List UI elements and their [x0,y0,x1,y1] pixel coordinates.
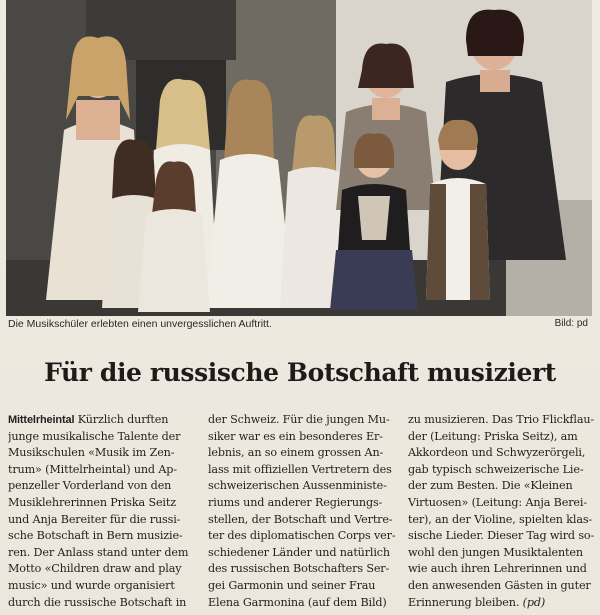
article-line: ter), an der Violine, spielten klas- [408,512,593,526]
article-line: sische Lieder. Dieser Tag wird so- [408,529,595,543]
article-line: Musiklehrerinnen Priska Seitz [8,495,176,509]
article-signature: (pd) [522,595,546,609]
article-line: penzeller Vorderland von den [8,479,172,493]
article-line: Musikschulen «Musik im Zen- [8,446,175,460]
article-line: und Anja Bereiter für die russi- [8,512,181,526]
article-column-3 [408,412,598,615]
article-line: zu musizieren. Das Trio Flickflau- [408,413,595,426]
article-line: Motto «Children draw and play [8,562,182,576]
article-line: ter des diplomatischen Corps ver- [208,529,396,543]
article-line: der (Leitung: Priska Seitz), am [408,429,578,443]
photo-credit: Bild: pd [554,318,588,329]
article-line: den anwesenden Gästen in guter [408,578,591,592]
article-line: junge musikalische Talente der [8,429,181,443]
article-column-1 [8,412,198,615]
article-line: gei Garmonin und seiner Frau [208,578,376,592]
article-line: Erinnerung bleiben. (pd) [408,595,546,609]
article-line: Akkordeon und Schwyzerörgeli, [408,446,586,460]
article-line: Mittelrheintal Kürzlich durften [8,413,169,426]
article-line: Elena Garmonina (auf dem Bild) [208,595,387,609]
article-line: durch die russische Botschaft in [8,595,187,609]
article-line: sche Botschaft in Bern musizie- [8,529,183,543]
article-line: ren. Der Anlass stand unter dem [8,545,189,559]
article-line: gab typisch schweizerische Lie- [408,462,584,476]
group-photo-illustration [6,0,592,316]
article-line: des russischen Botschafters Ser- [208,562,390,576]
article-line: stellen, der Botschaft und Vertre- [208,512,393,526]
article-line: der zum Besten. Die «Kleinen [408,479,573,493]
group-photo [6,0,592,316]
article-line: music» und wurde organisiert [8,578,175,592]
article-line: trum» (Mittelrheintal) und Ap- [8,462,177,476]
article-line: lebnis, an so einem grossen An- [208,446,384,460]
article-line: siker war es ein besonderes Er- [208,429,383,443]
article-line: lass mit offiziellen Vertretern des [208,462,392,476]
article-line: der Schweiz. Für die jungen Mu- [208,413,390,426]
article-line: wie auch ihren Lehrerinnen und [408,562,587,576]
article-headline: Für die russische Botschaft musiziert [44,358,556,387]
article-body [0,412,600,615]
article-line: schweizerischen Aussenministe- [208,479,387,493]
photo-caption: Die Musikschüler erlebten einen unvergesslichen Auftritt. [8,318,272,330]
article-column-2 [208,412,398,615]
article-line: Virtuosen» (Leitung: Anja Berei- [408,495,587,509]
article-line: schiedener Länder und natürlich [208,545,390,559]
article-dateline: Mittelrheintal [8,414,75,426]
article-line: wohl den jungen Musiktalenten [408,545,583,559]
article-line: riums und anderer Regierungs- [208,495,383,509]
